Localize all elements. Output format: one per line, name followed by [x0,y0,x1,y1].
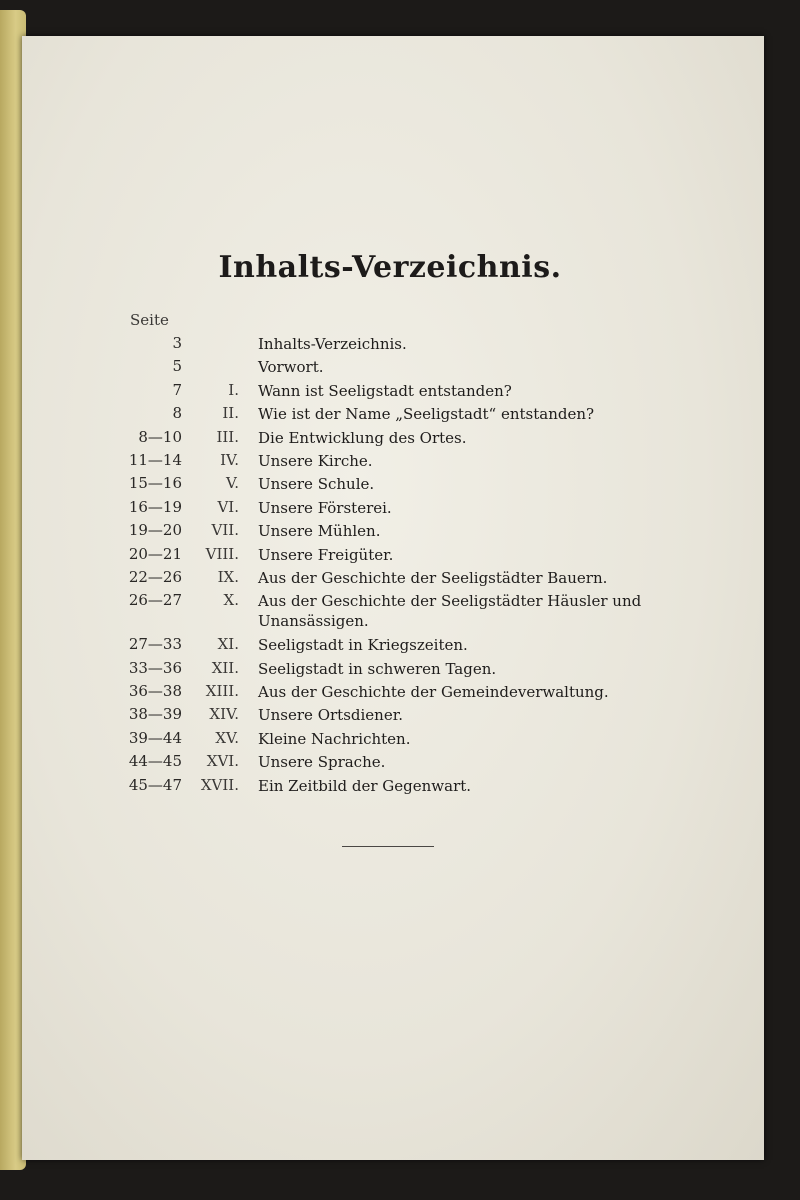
toc-entry [0,774,800,797]
toc-page-range: 38—39 [128,705,182,724]
toc-chapter-number: IV. [220,450,239,469]
toc-entry [0,750,800,773]
toc-page-range: 19—20 [128,521,182,540]
toc-entry [0,633,800,656]
toc-page-range: 39—44 [128,728,182,747]
toc-page-range: 22—26 [128,567,182,586]
toc-entry [0,543,800,566]
toc-chapter-number: XV. [215,728,239,747]
toc-chapter-number: IX. [217,567,239,586]
toc-chapter-number: VI. [217,497,239,516]
toc-chapter-number: III. [216,427,239,446]
toc-entry [0,496,800,519]
toc-entry [0,332,800,355]
toc-chapter-title: Unsere Ortsdiener. [258,706,403,725]
toc-chapter-title: Wie ist der Name „Seeligstadt“ entstanden? [258,405,595,424]
toc-chapter-number: I. [228,380,239,399]
toc-chapter-number: XVII. [200,775,239,794]
toc-page-range: 27—33 [128,635,182,654]
toc-page-range: 26—27 [128,591,182,610]
toc-entry [0,657,800,680]
toc-chapter-title: Aus der Geschichte der Seeligstädter Häusler und Unansässigen. [258,592,642,631]
toc-page-range: 33—36 [128,658,182,677]
toc-chapter-title: Seeligstadt in Kriegszeiten. [258,636,468,655]
toc-page-range: 3 [172,334,182,352]
page-column-header: Seite [130,311,169,329]
toc-chapter-number: VIII. [205,544,239,563]
toc-chapter-number: XI. [217,635,239,654]
toc-chapter-number: XIV. [209,705,239,724]
toc-entry [0,379,800,402]
toc-chapter-number: X. [223,591,239,610]
toc-chapter-title: Unsere Mühlen. [258,522,381,541]
toc-page-range: 15—16 [128,474,182,493]
toc-chapter-title: Unsere Schule. [258,475,375,494]
toc-chapter-title: Vorwort. [258,358,324,377]
toc-chapter-title: Seeligstadt in schweren Tagen. [258,659,497,678]
toc-page-range: 45—47 [128,775,182,794]
toc-chapter-number: XIII. [205,682,239,701]
toc-page-range: 7 [172,380,182,399]
toc-chapter-number: XVI. [206,752,239,771]
toc-chapter-number: VII. [211,521,239,540]
toc-chapter-title: Wann ist Seeligstadt entstanden? [258,381,512,400]
toc-page-range: 11—14 [128,450,182,469]
toc-chapter-title: Aus der Geschichte der Seeligstädter Bauern. [258,568,608,587]
toc-entry [0,703,800,726]
page-title: Inhalts-Verzeichnis. [218,250,562,285]
toc-entry [0,355,800,378]
toc-chapter-title: Die Entwicklung des Ortes. [258,428,467,447]
toc-entry [0,426,800,449]
toc-chapter-number: XII. [211,658,239,677]
toc-chapter-title: Unsere Kirche. [258,451,373,470]
toc-page-range: 36—38 [128,682,182,701]
toc-chapter-title: Unsere Försterei. [258,498,392,517]
toc-chapter-title: Inhalts-Verzeichnis. [258,335,407,353]
toc-chapter-title: Unsere Sprache. [258,753,386,772]
toc-entry [0,519,800,542]
toc-page-range: 16—19 [128,497,182,516]
toc-entry [0,472,800,495]
toc-chapter-title: Ein Zeitbild der Gegenwart. [258,776,472,795]
closing-rule [342,846,434,847]
toc-page-range: 44—45 [128,752,182,771]
toc-chapter-title: Aus der Geschichte der Gemeindeverwaltung. [258,683,609,702]
toc-entry [0,402,800,425]
toc-entry [0,680,800,703]
toc-page-range: 20—21 [128,544,182,563]
toc-chapter-number: II. [222,404,239,423]
toc-page-range: 5 [172,357,182,376]
toc-chapter-number: V. [226,474,239,493]
toc-entry [0,589,800,633]
toc-chapter-title: Unsere Freigüter. [258,545,394,564]
toc-entry [0,727,800,750]
toc-entry [0,449,800,472]
toc-page-range: 8—10 [138,427,182,446]
table-of-contents [0,332,800,797]
toc-page-range: 8 [172,404,182,423]
toc-chapter-title: Kleine Nachrichten. [258,729,411,748]
toc-entry [0,566,800,589]
